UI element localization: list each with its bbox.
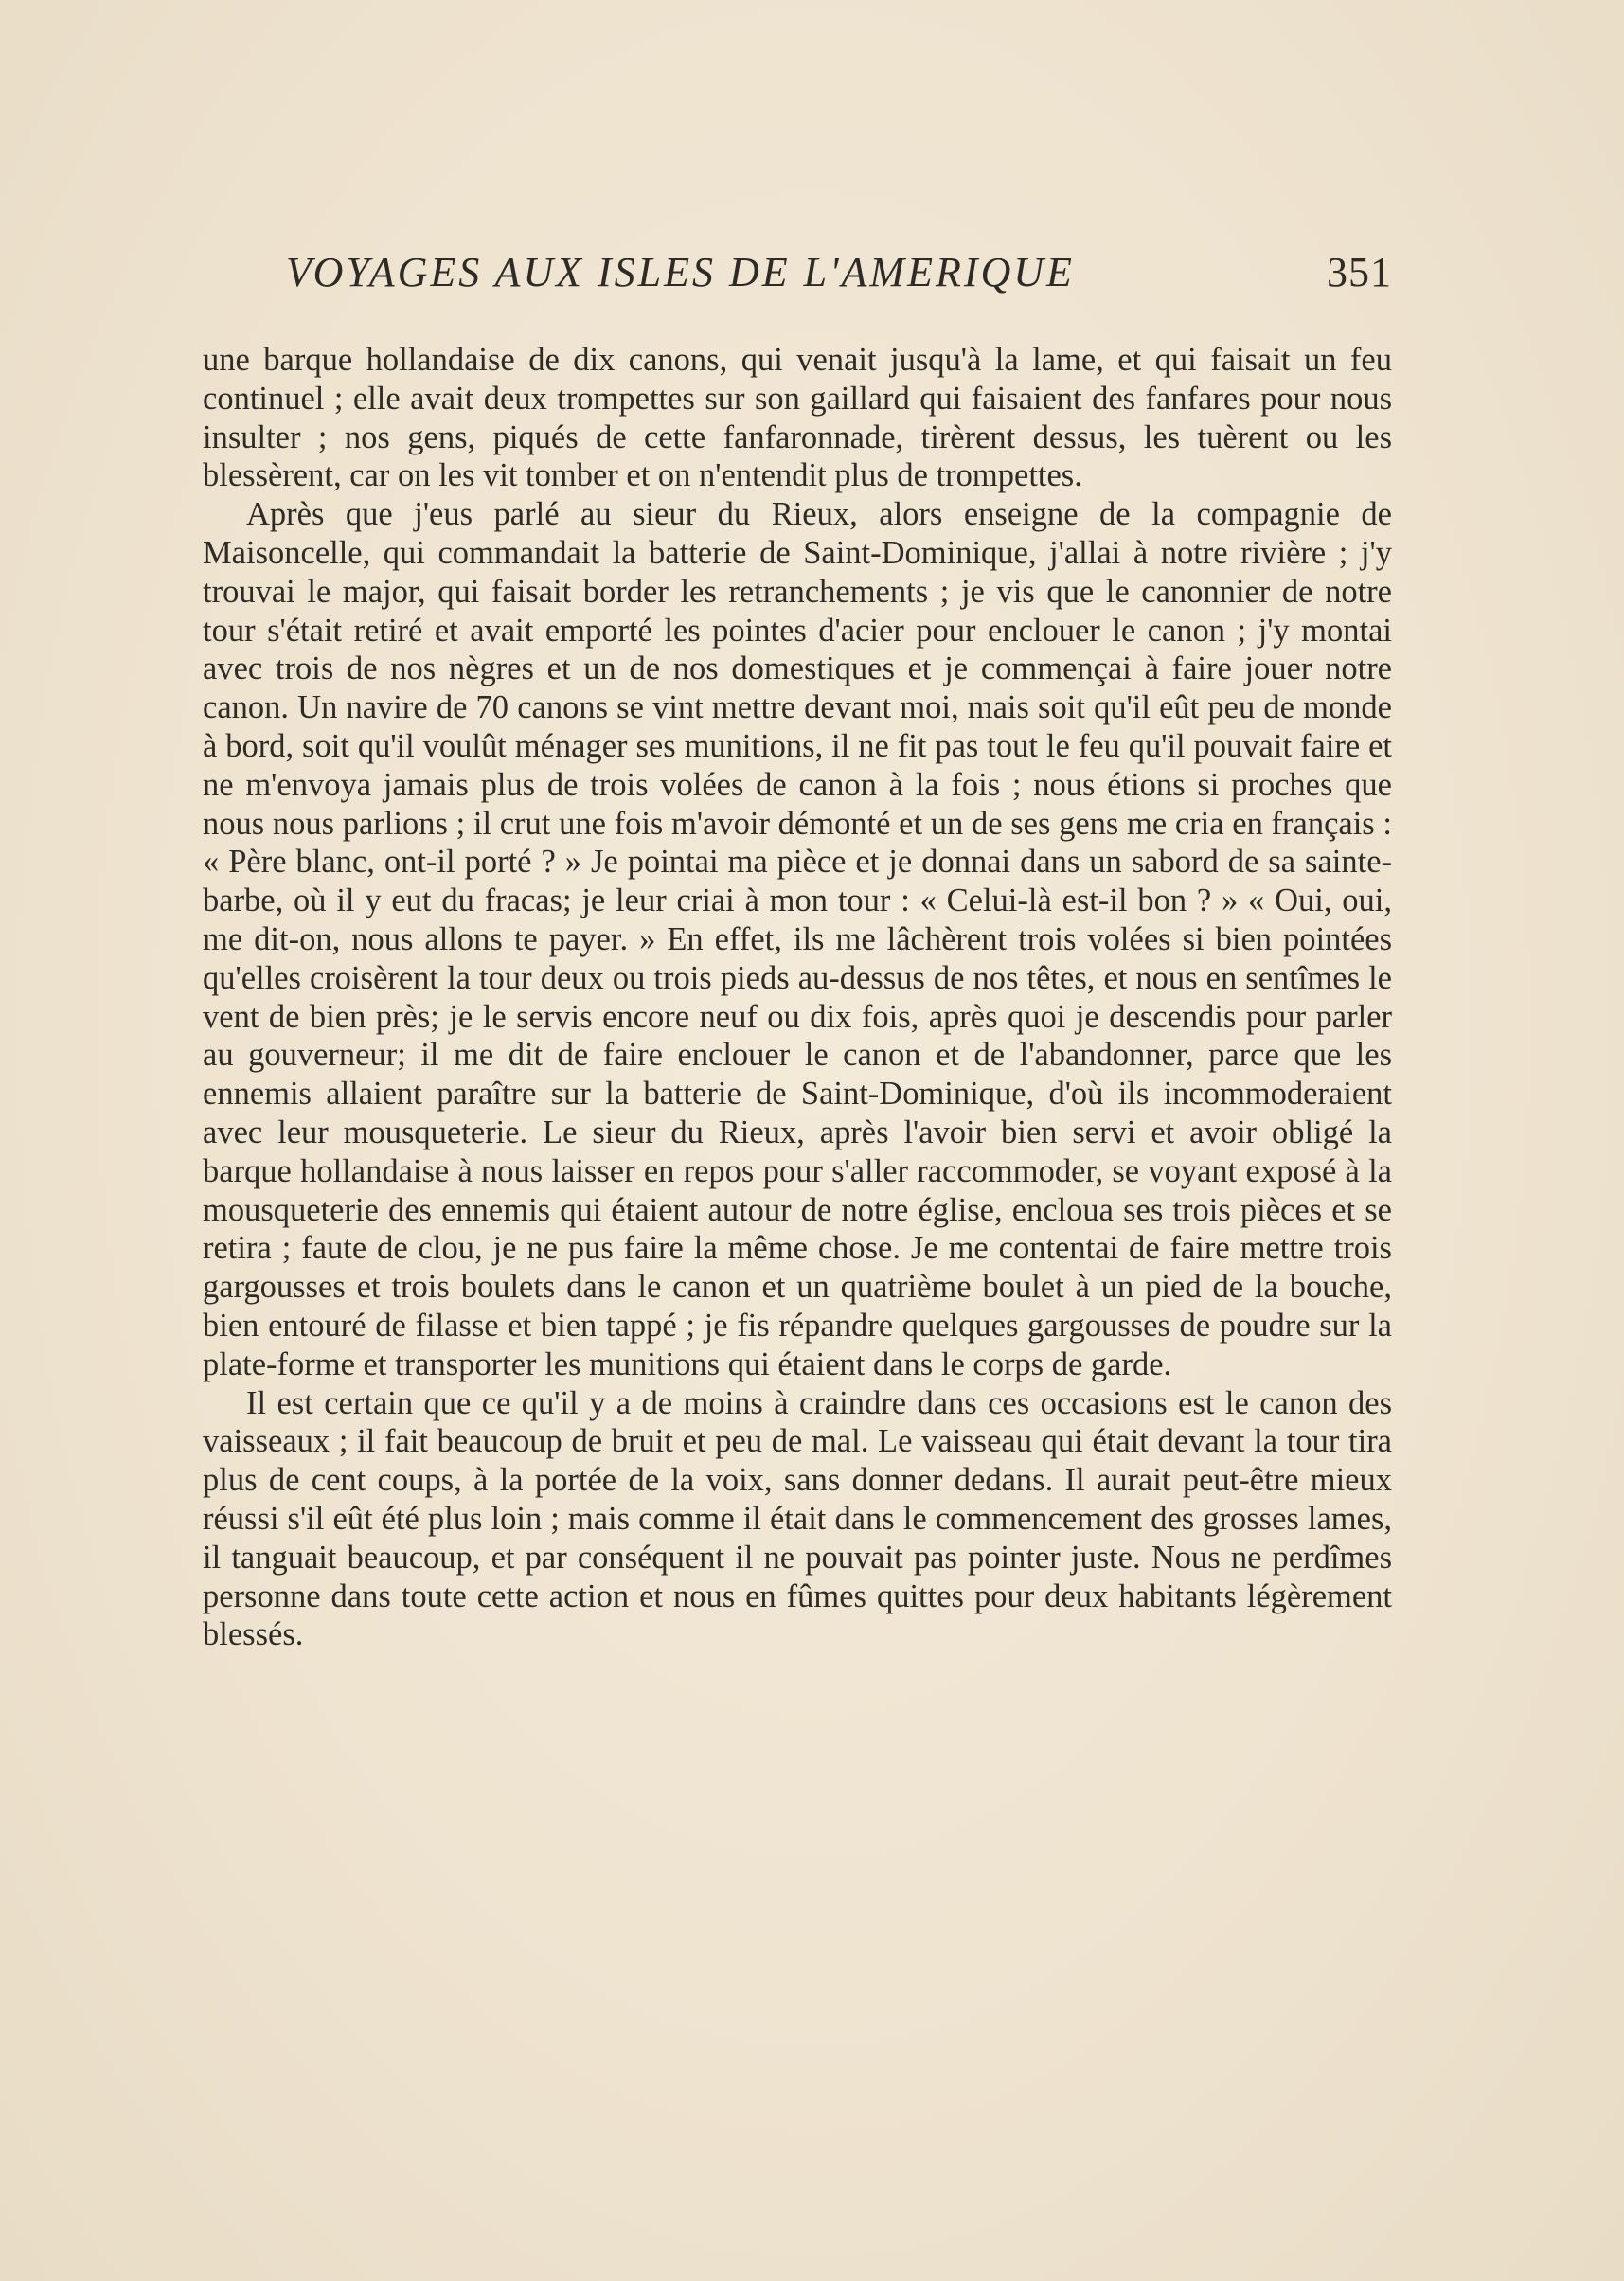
paragraph-1: une barque hollandaise de dix canons, qui venait jusqu'à la lame, et qui faisait un feu continuel ; elle avait deux trompettes sur son gaillard qui faisaient des fanfares pour nous insulter ; nos gens, piqués de cette fanfaronnade, tirèrent dessus, les tuèrent ou les blessèrent, car on les vit tomber et on n'entendit plus de trompettes. [203,342,1392,494]
paragraph-2: Après que j'eus parlé au sieur du Rieux, alors enseigne de la compagnie de Maisoncelle, qui commandait la batterie de Saint-Dominique, j'allai à notre rivière ; j'y trouvai le major, qui faisait border les retranchements ; je vis que le canonnier de notre tour s'était retiré et avait emporté les pointes d'acier pour enclouer le canon ; j'y montai avec trois de nos nègres et un de nos domestiques et je commençai à faire jouer notre canon. Un navire de 70 canons se vint mettre devant moi, mais soit qu'il eût peu de monde à bord, soit qu'il voulût ménager ses munitions, il ne fit pas tout le feu qu'il pouvait faire et ne m'envoya jamais plus de trois volées de canon à la fois ; nous étions si proches que nous nous parlions ; il crut une fois m'avoir démonté et un de ses gens me cria en français : « Père blanc, ont-il porté ? » Je pointai ma pièce et je donnai dans un sabord de sa sainte-barbe, où il y eut du fracas; je leur criai à mon tour : « Celui-là est-il bon ? » « Oui, oui, me dit-on, nous allons te payer. » En effet, ils me lâchèrent trois volées si bien pointées qu'elles croisèrent la tour deux ou trois pieds au-dessus de nos têtes, et nous en sentîmes le vent de bien près; je le servis encore neuf ou dix fois, après quoi je descendis pour parler au gouverneur; il me dit de faire enclouer le canon et de l'abandonner, parce que les ennemis allaient paraître sur la batterie de Saint-Dominique, d'où ils incommoderaient avec leur mousqueterie. Le sieur du Rieux, après l'avoir bien servi et avoir obligé la barque hollandaise à nous laisser en repos pour s'aller raccommoder, se voyant exposé à la mousqueterie des ennemis qui étaient autour de notre église, encloua ses trois pièces et se retira ; faute de clou, je ne pus faire la même chose. Je me contentai de faire mettre trois gargousses et trois boulets dans le canon et un quatrième boulet à un pied de la bouche, bien entouré de filasse et bien tappé ; je fis répandre quelques gargousses de poudre sur la plate-forme et transporter les munitions qui étaient dans le corps de garde. [203,496,1392,1382]
body-text [203,341,1392,1654]
page-number: 351 [1327,249,1392,295]
running-head [286,244,1392,301]
running-title: VOYAGES AUX ISLES DE L'AMERIQUE [286,249,1075,295]
paragraph-3: Il est certain que ce qu'il y a de moins à craindre dans ces occasions est le canon des vaisseaux ; il fait beaucoup de bruit et peu de mal. Le vaisseau qui était devant la tour tira plus de cent coups, à la portée de la voix, sans donner dedans. Il aurait peut-être mieux réussi s'il eût été plus loin ; mais comme il était dans le commencement des grosses lames, il tanguait beaucoup, et par conséquent il ne pouvait pas pointer juste. Nous ne perdîmes personne dans toute cette action et nous en fûmes quittes pour deux habitants légèrement blessés. [203,1384,1392,1653]
